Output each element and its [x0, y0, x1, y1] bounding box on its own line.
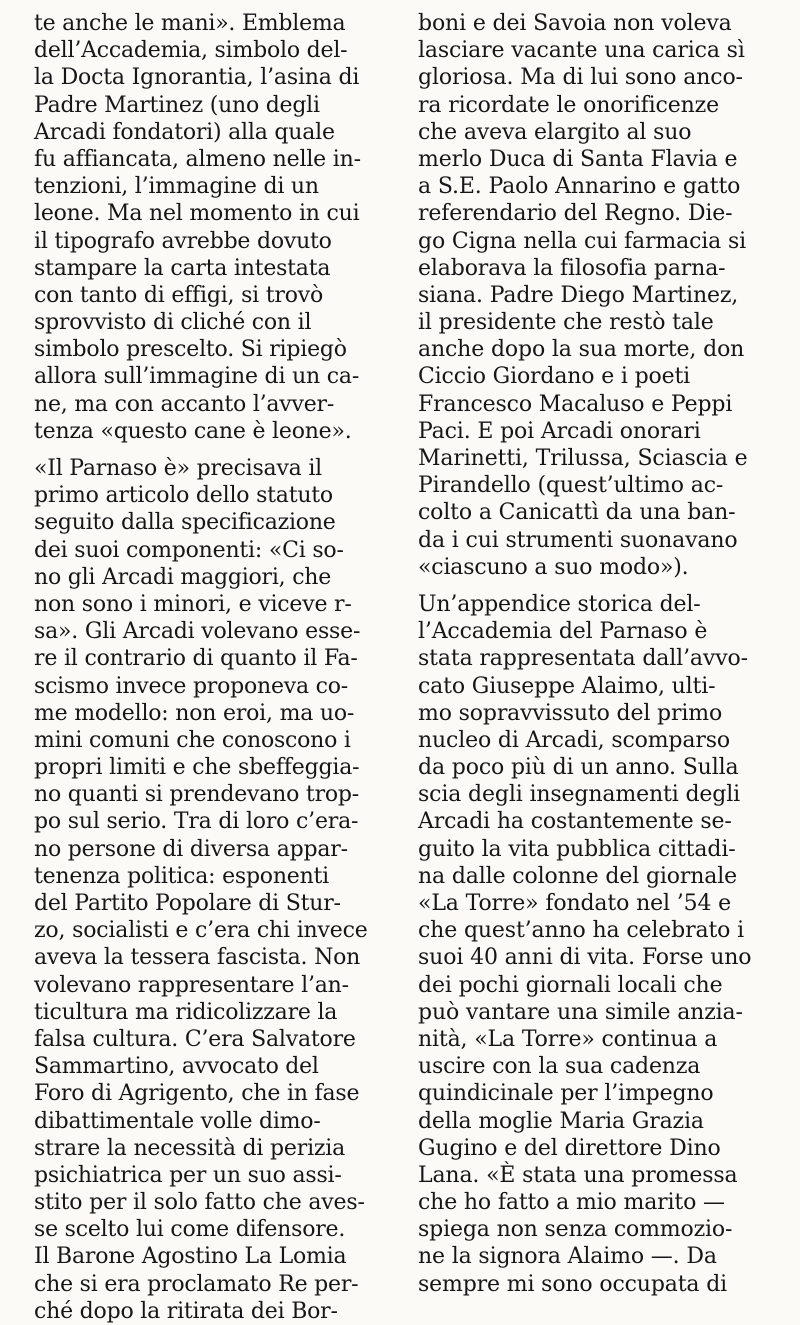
text-line: sempre mi sono occupata di [418, 1271, 728, 1297]
text-line: Padre Martinez (uno degli [34, 92, 320, 118]
text-line: ticultura ma ridicolizzare la [34, 999, 338, 1025]
text-line: no quanti si prendevano trop- [34, 782, 360, 808]
text-line: siana. Padre Diego Martinez, [418, 282, 739, 308]
text-line: che aveva elargito al suo [418, 119, 692, 145]
text-line: volevano rappresentare l’an- [34, 972, 349, 998]
text-line: propri limiti e che sbeffeggia- [34, 755, 360, 781]
text-line: gloriosa. Ma di lui sono anco- [418, 65, 743, 91]
text-line: primo articolo dello statuto [34, 483, 333, 509]
text-line: nità, «La Torre» continua a [418, 1026, 718, 1052]
text-line: te anche le mani». Emblema [34, 11, 346, 36]
text-line: dibattimentale volle dimo- [34, 1108, 321, 1134]
text-line: che ho fatto a mio marito — [418, 1190, 725, 1216]
text-line: referendario del Regno. Die- [418, 201, 733, 227]
article-column-right [418, 10, 770, 1298]
text-line: anche dopo la sua morte, don [418, 337, 745, 363]
text-line: Paci. E poi Arcadi onorari [418, 418, 701, 444]
text-line: non sono i minori, e viceve r- [34, 591, 352, 617]
text-line: «Il Parnaso è» precisava il [34, 456, 322, 481]
text-line: quindicinale per l’impegno [418, 1081, 714, 1107]
text-line: falsa cultura. C’era Salvatore [34, 1026, 356, 1052]
text-line: il tipografo avrebbe dovuto [34, 228, 332, 254]
text-line: cato Giuseppe Alaimo, ulti- [418, 673, 716, 699]
text-line: go Cigna nella cui farmacia si [418, 228, 747, 254]
text-line: merlo Duca di Santa Flavia e [418, 146, 738, 172]
text-line: po sul serio. Tra di loro c’era- [34, 809, 359, 835]
text-line: spiega non senza commozio- [418, 1217, 733, 1243]
text-line: mo sopravvissuto del primo [418, 700, 723, 726]
text-line: Un’appendice storica del- [418, 591, 701, 617]
text-line: tenza «questo cane è leone». [34, 418, 352, 444]
text-line: me modello: non eroi, ma uo- [34, 700, 355, 726]
text-line: da i cui strumenti suonavano [418, 527, 738, 553]
article-paragraph [418, 10, 770, 581]
text-line: suoi 40 anni di vita. Forse uno [418, 945, 752, 971]
text-line: «La Torre» fondato nel ’54 e [418, 891, 732, 916]
text-line: strare la necessità di perizia [34, 1135, 346, 1161]
article-column-left [34, 10, 390, 1325]
text-line: tenenza politica: esponenti [34, 863, 329, 889]
text-line: ché dopo la ritirata dei Bor- [34, 1298, 338, 1324]
paragraph-gap [418, 581, 770, 591]
text-line: ne, ma con accanto l’avver- [34, 391, 335, 417]
text-line: stata rappresentata dall’avvo- [418, 646, 748, 672]
text-line: re il contrario di quanto il Fa- [34, 646, 358, 672]
text-line: Gugino e del direttore Dino [418, 1135, 721, 1161]
text-line: boni e dei Savoia non voleva [418, 11, 732, 36]
text-line: Pirandello (quest’ultimo ac- [418, 473, 724, 499]
text-line: dell’Accademia, simbolo del- [34, 38, 348, 64]
text-line: se scelto lui come difensore. [34, 1217, 346, 1243]
text-line: leone. Ma nel momento in cui [34, 201, 360, 227]
text-line: allora sull’immagine di un ca- [34, 364, 360, 390]
text-line: fu affiancata, almeno nelle in- [34, 146, 361, 172]
text-line: no persone di diversa appar- [34, 836, 348, 862]
text-line: ra ricordate le onorificenze [418, 92, 719, 118]
text-line: ne la signora Alaimo —. Da [418, 1244, 717, 1270]
text-line: scia degli insegnamenti degli [418, 782, 741, 808]
paragraph-gap [34, 445, 390, 455]
text-line: che quest’anno ha celebrato i [418, 918, 745, 944]
text-line: «ciascuno a suo modo»). [418, 554, 689, 580]
text-line: psichiatrica per un suo assi- [34, 1162, 342, 1188]
text-line: na dalle colonne del giornale [418, 863, 738, 889]
text-line: l’Accademia del Parnaso è [418, 619, 708, 645]
text-line: Foro di Agrigento, che in fase [34, 1081, 360, 1107]
text-line: guito la vita pubblica cittadi- [418, 836, 736, 862]
text-line: Ciccio Giordano e i poeti [418, 364, 691, 390]
text-line: stampare la carta intestata [34, 255, 331, 281]
text-line: sprovvisto di cliché con il [34, 310, 312, 336]
text-line: Francesco Macaluso e Peppi [418, 391, 733, 417]
text-line: sa». Gli Arcadi volevano esse- [34, 619, 361, 645]
text-line: dei suoi componenti: «Ci so- [34, 537, 344, 563]
text-line: uscire con la sua cadenza [418, 1054, 701, 1080]
article-paragraph [34, 455, 390, 1325]
text-line: Sammartino, avvocato del [34, 1054, 319, 1080]
text-line: da poco più di un anno. Sulla [418, 755, 739, 781]
text-line: Marinetti, Trilussa, Sciascia e [418, 446, 748, 471]
text-line: dei pochi giornali locali che [418, 972, 723, 998]
text-line: simbolo prescelto. Si ripiegò [34, 337, 347, 363]
article-paragraph [418, 591, 770, 1298]
text-line: Arcadi ha costantemente se- [418, 809, 732, 835]
text-line: seguito dalla specificazione [34, 510, 336, 536]
text-line: del Partito Popolare di Stur- [34, 891, 341, 916]
text-line: elaborava la filosofia parna- [418, 255, 726, 281]
text-line: la Docta Ignorantia, l’asina di [34, 65, 360, 91]
text-line: scismo invece proponeva co- [34, 673, 348, 699]
text-line: tenzioni, l’immagine di un [34, 174, 319, 200]
text-line: colto a Canicattì da una ban- [418, 500, 736, 526]
text-line: della moglie Maria Grazia [418, 1108, 704, 1134]
text-line: mini comuni che conoscono i [34, 727, 351, 753]
text-line: lasciare vacante una carica sì [418, 38, 745, 64]
text-line: che si era proclamato Re per- [34, 1271, 359, 1297]
text-line: a S.E. Paolo Annarino e gatto [418, 174, 741, 200]
text-line: stito per il solo fatto che aves- [34, 1190, 365, 1216]
text-line: aveva la tessera fascista. Non [34, 945, 361, 971]
text-line: Il Barone Agostino La Lomia [34, 1244, 347, 1270]
text-line: zo, socialisti e c’era chi invece [34, 918, 368, 944]
text-line: può vantare una simile anzia- [418, 999, 743, 1025]
text-line: con tanto di effigi, si trovò [34, 282, 323, 308]
text-line: il presidente che restò tale [418, 310, 714, 336]
text-line: nucleo di Arcadi, scomparso [418, 727, 730, 753]
text-line: no gli Arcadi maggiori, che [34, 564, 332, 590]
text-line: Arcadi fondatori) alla quale [34, 119, 335, 145]
text-line: Lana. «È stata una promessa [418, 1162, 738, 1188]
article-paragraph [34, 10, 390, 445]
